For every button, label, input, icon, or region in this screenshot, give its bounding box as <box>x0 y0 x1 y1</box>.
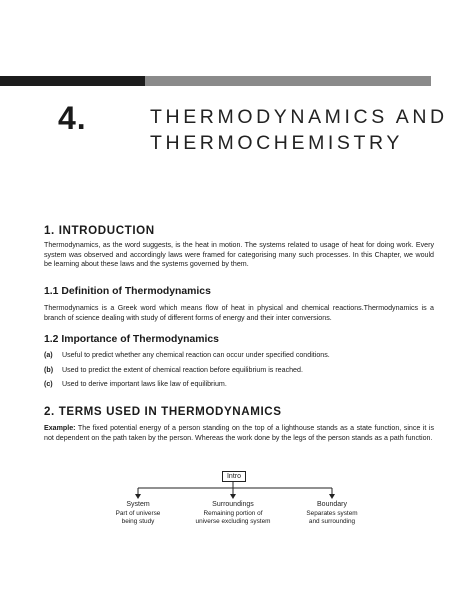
diagram-node-system <box>108 501 168 527</box>
definition-paragraph: Thermodynamics is a Greek word which means flow of heat in physical and chemical reactions.Thermodynamics is a branch of science dealing with study of different forms of energy and their inter conversions. <box>44 304 434 322</box>
diagram-node-title: Surroundings <box>212 501 254 508</box>
subsection-heading-importance: 1.2 Importance of Thermodynamics <box>44 334 219 345</box>
diagram-node-line: universe excluding system <box>195 518 271 525</box>
subsection-heading-definition: 1.1 Definition of Thermodynamics <box>44 286 211 297</box>
arrow-down-icon <box>135 494 141 499</box>
section-heading-introduction: 1. INTRODUCTION <box>44 224 155 237</box>
chapter-number: 4. <box>58 100 87 136</box>
list-item-label: (b) <box>44 366 54 374</box>
diagram-node-line: Separates system <box>306 509 358 517</box>
list-item-text: Useful to predict whether any chemical reaction can occur under specified conditions. <box>62 351 330 359</box>
diagram-root-box: Intro <box>222 471 246 482</box>
arrow-down-icon <box>230 494 236 499</box>
arrow-down-icon <box>329 494 335 499</box>
list-item-text: Used to derive important laws like law of equilibrium. <box>62 380 227 388</box>
section-heading-terms: 2. TERMS USED IN THERMODYNAMICS <box>44 405 282 418</box>
chapter-title-line-1: THERMODYNAMICS AND <box>150 106 448 128</box>
diagram-node-line: being study <box>121 518 155 525</box>
diagram-node-surroundings <box>188 501 278 527</box>
diagram-node-line: and surrounding <box>308 518 356 525</box>
diagram-node-line: Part of universe <box>115 509 161 517</box>
diagram-node-boundary <box>297 501 367 527</box>
list-item-label: (c) <box>44 380 53 388</box>
list-item-text: Used to predict the extent of chemical reaction before equilibrium is reached. <box>62 366 303 374</box>
example-label: Example: <box>44 424 76 432</box>
diagram-node-title: Boundary <box>317 501 347 508</box>
diagram-node-line: Remaining portion of <box>203 509 263 517</box>
introduction-paragraph: Thermodynamics, as the word suggests, is the heat in motion. The systems related to usage of heat for doing work. Every system was observed and accordingly laws were framed for categorising many such processes. In this Chapter, we would be learning about these laws and the systems governed by them. <box>44 241 434 269</box>
diagram-node-title: System <box>126 501 150 508</box>
list-item-label: (a) <box>44 351 53 359</box>
chapter-title-line-2: THERMOCHEMISTRY <box>150 132 403 154</box>
example-text: The fixed potential energy of a person standing on the top of a lighthouse stands as a state function, since it is not dependent on the path taken by the person. Whereas the work done by the legs of the person stands as a path function. <box>44 424 434 442</box>
